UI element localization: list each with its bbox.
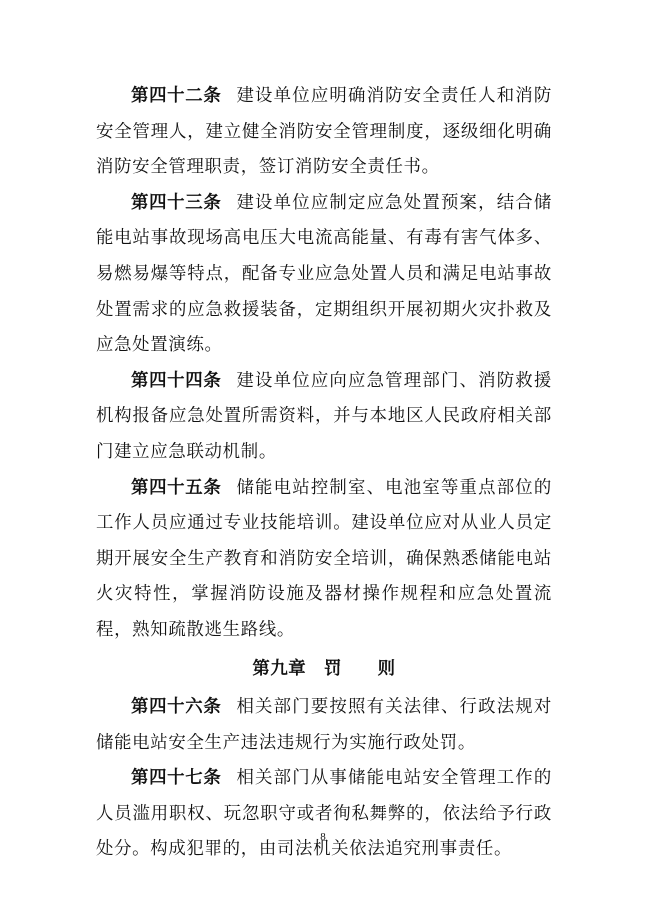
article-number: 第四十七条 [131,768,222,789]
chapter-heading: 第九章 罚 则 [252,658,396,679]
article-43 [96,186,552,364]
article-46 [96,690,552,761]
article-text: 相关部门从事储能电站安全管理工作的人员滥用职权、玩忽职守或者徇私舞弊的，依法给予行政处分。构成犯罪的，由司法机关依法追究刑事责任。 [96,768,552,860]
article-text: 相关部门要按照有关法律、行政法规对储能电站安全生产违法违规行为实施行政处罚。 [96,697,552,753]
article-number: 第四十六条 [131,697,222,718]
article-42 [96,79,552,186]
article-47 [96,761,552,868]
article-text: 建设单位应明确消防安全责任人和消防安全管理人，建立健全消防安全管理制度，逐级细化明确消防安全管理职责，签订消防安全责任书。 [96,86,552,178]
page-number: 8 [320,831,326,843]
article-number: 第四十三条 [131,192,222,213]
article-number: 第四十五条 [131,477,222,498]
page-body [96,79,552,868]
article-text: 储能电站控制室、电池室等重点部位的工作人员应通过专业技能培训。建设单位应对从业人员定期开展安全生产教育和消防安全培训，确保熟悉储能电站火灾特性，掌握消防设施及器材操作规程和应急处置流程，熟知疏散逃生路线。 [96,477,552,640]
article-number: 第四十四条 [131,370,222,391]
article-text: 建设单位应制定应急处置预案，结合储能电站事故现场高电压大电流高能量、有毒有害气体多、易燃易爆等特点，配备专业应急处置人员和满足电站事故处置需求的应急救援装备，定期组织开展初期火灾扑救及应急处置演练。 [96,192,552,356]
article-44 [96,364,552,471]
article-number: 第四十二条 [131,86,222,106]
article-45 [96,471,552,649]
article-text: 建设单位应向应急管理部门、消防救援机构报备应急处置所需资料，并与本地区人民政府相关部门建立应急联动机制。 [96,370,552,462]
